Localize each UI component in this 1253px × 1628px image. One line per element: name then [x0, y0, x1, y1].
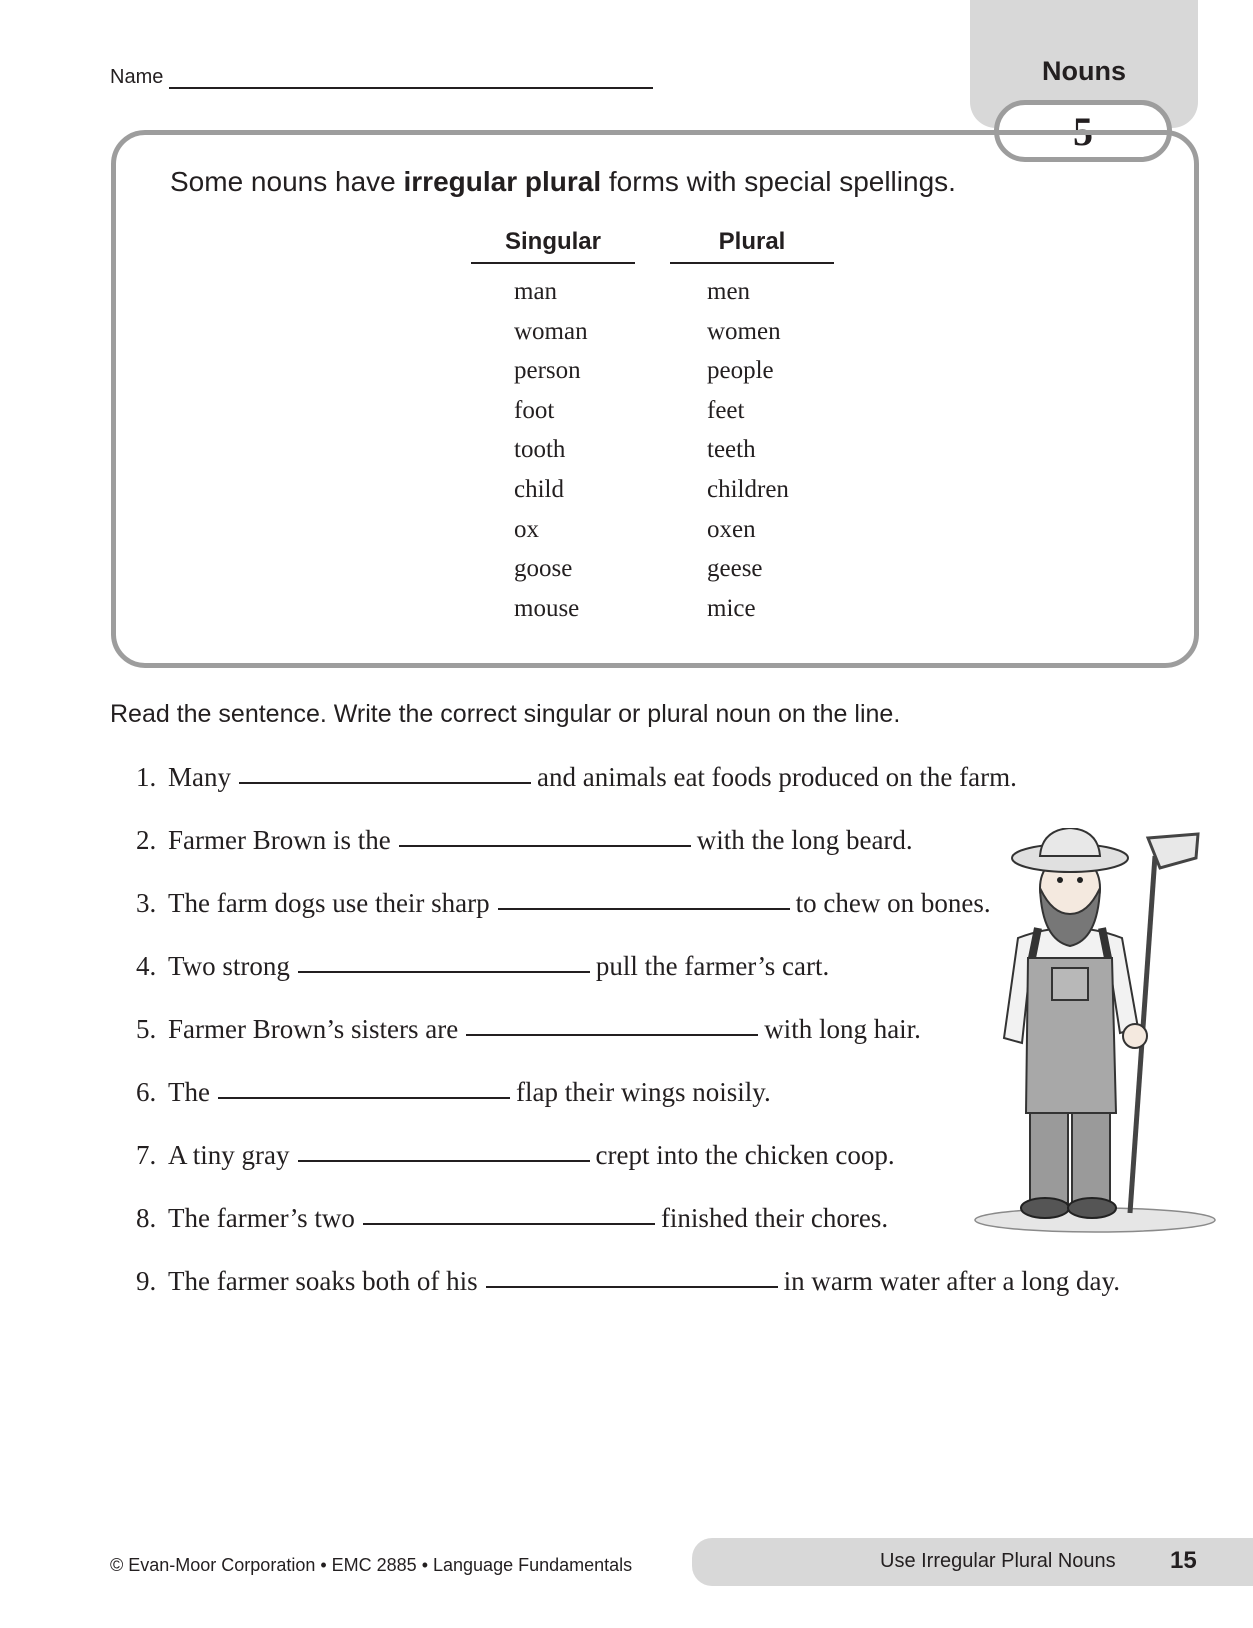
question-number: 7.: [136, 1140, 157, 1170]
answer-blank[interactable]: [486, 1285, 778, 1288]
plural-word: children: [707, 475, 789, 503]
plural-word: mice: [707, 594, 756, 622]
singular-word: mouse: [514, 594, 580, 622]
question-after: with long hair.: [764, 1014, 921, 1044]
copyright: © Evan-Moor Corporation • EMC 2885 • Language Fundamentals: [110, 1555, 633, 1575]
question-number: 1.: [136, 762, 157, 792]
question-row: [136, 1266, 1120, 1297]
answer-blank[interactable]: [298, 1159, 590, 1162]
question-row: [136, 1140, 895, 1171]
singular-column: [514, 272, 588, 628]
plural-word: geese: [707, 555, 763, 583]
topic-title: Nouns: [1042, 56, 1126, 86]
question-before: The farm dogs use their sharp: [168, 888, 490, 918]
question-after: with the long beard.: [696, 825, 913, 855]
question-number: 6.: [136, 1077, 157, 1107]
singular-word: ox: [514, 515, 539, 543]
singular-word: tooth: [514, 436, 566, 464]
answer-blank[interactable]: [498, 907, 790, 910]
singular-word: person: [514, 357, 581, 385]
rule-statement: [170, 166, 956, 198]
question-number: 2.: [136, 825, 157, 855]
question-after: finished their chores.: [660, 1203, 889, 1233]
plural-word: women: [707, 317, 781, 345]
answer-blank[interactable]: [466, 1033, 758, 1036]
singular-word: woman: [514, 317, 588, 345]
singular-heading: Singular: [471, 228, 635, 264]
question-number: 8.: [136, 1203, 157, 1233]
plural-word: people: [707, 357, 774, 385]
question-before: The farmer’s two: [168, 1203, 355, 1233]
question-row: [136, 1203, 888, 1234]
question-after: to chew on bones.: [795, 888, 991, 918]
footer-topic: Use Irregular Plural Nouns: [880, 1550, 1116, 1572]
singular-word: child: [514, 475, 564, 503]
singular-word: foot: [514, 396, 555, 424]
plural-heading: Plural: [670, 228, 834, 264]
unit-number: 5: [1073, 108, 1093, 154]
answer-blank[interactable]: [298, 970, 590, 973]
question-after: in warm water after a long day.: [783, 1266, 1121, 1296]
singular-word: goose: [514, 555, 573, 583]
rule-box: [111, 130, 1199, 668]
question-before: Many: [168, 762, 231, 792]
question-row: [136, 888, 991, 919]
question-after: and animals eat foods produced on the farm.: [537, 762, 1017, 792]
rule-prefix: Some nouns have: [170, 166, 404, 197]
question-before: Two strong: [168, 951, 290, 981]
name-label: Name: [110, 66, 164, 88]
answer-blank[interactable]: [363, 1222, 655, 1225]
question-number: 5.: [136, 1014, 157, 1044]
rule-bold: irregular plural: [403, 166, 602, 197]
answer-blank[interactable]: [239, 781, 531, 784]
question-before: The farmer soaks both of his: [168, 1266, 478, 1296]
question-before: Farmer Brown’s sisters are: [168, 1014, 459, 1044]
question-before: Farmer Brown is the: [168, 825, 391, 855]
question-number: 4.: [136, 951, 157, 981]
name-line[interactable]: [169, 69, 653, 89]
question-before: The: [168, 1077, 210, 1107]
page-number: 15: [1170, 1547, 1197, 1574]
question-before: A tiny gray: [168, 1140, 290, 1170]
question-row: [136, 762, 1017, 793]
answer-blank[interactable]: [399, 844, 691, 847]
question-number: 9.: [136, 1266, 157, 1296]
question-row: [136, 825, 913, 856]
plural-column: [707, 272, 789, 628]
question-after: flap their wings noisily.: [515, 1077, 771, 1107]
question-row: [136, 951, 829, 982]
answer-blank[interactable]: [218, 1096, 510, 1099]
rule-suffix: forms with special spellings.: [601, 166, 956, 197]
plural-word: feet: [707, 396, 745, 424]
plural-word: men: [707, 278, 751, 305]
name-field: [110, 66, 653, 89]
question-row: [136, 1077, 771, 1108]
plural-word: teeth: [707, 436, 756, 464]
instructions: Read the sentence. Write the correct singular or plural noun on the line.: [110, 700, 901, 728]
question-after: crept into the chicken coop.: [595, 1140, 895, 1170]
question-number: 3.: [136, 888, 157, 918]
question-row: [136, 1014, 921, 1045]
farmer-icon: [970, 828, 1240, 1238]
plural-word: oxen: [707, 515, 756, 543]
singular-word: man: [514, 278, 558, 305]
question-after: pull the farmer’s cart.: [595, 951, 830, 981]
